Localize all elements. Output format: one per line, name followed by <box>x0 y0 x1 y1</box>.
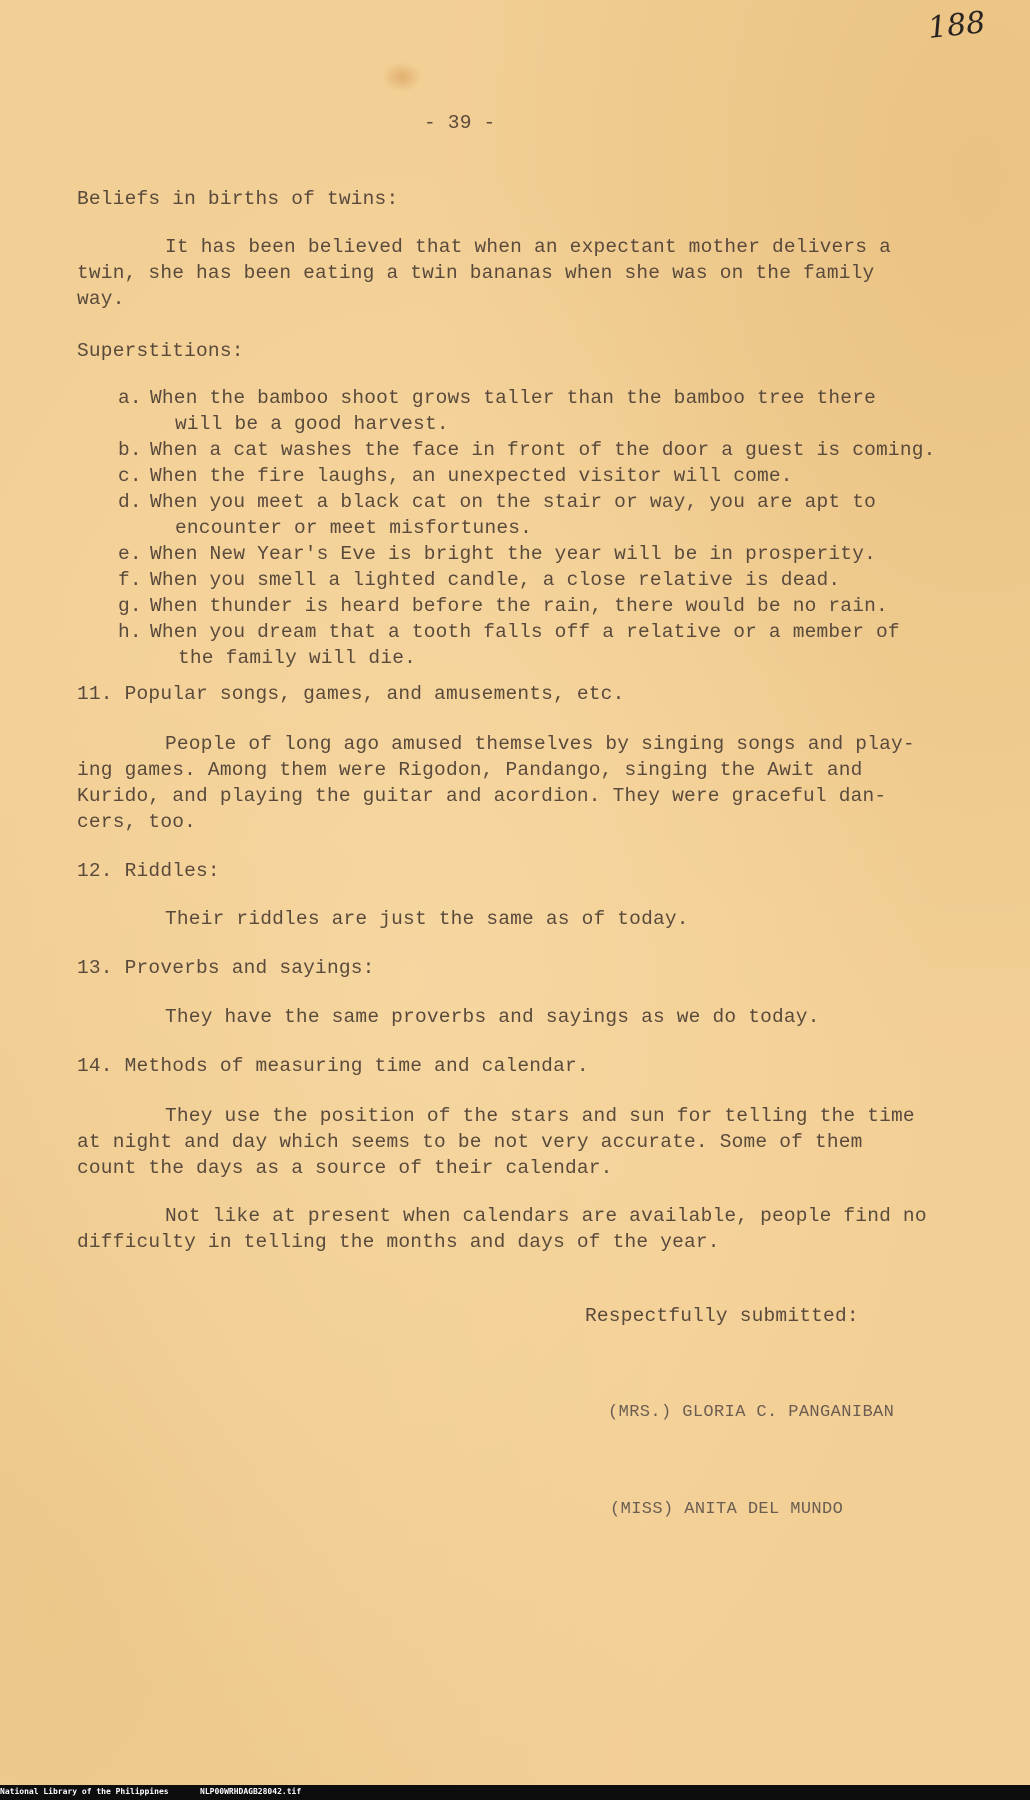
paragraph-line: count the days as a source of their calendar. <box>77 1157 613 1179</box>
paragraph-line: They use the position of the stars and sun for telling the time <box>165 1105 915 1127</box>
twins-line: way. <box>77 288 125 310</box>
section-12-heading: 12. Riddles: <box>77 860 220 882</box>
list-item: When you dream that a tooth falls off a relative or a member of <box>150 621 900 643</box>
list-marker: h. <box>118 621 142 643</box>
paragraph-line: Kurido, and playing the guitar and acordion. They were graceful dan- <box>77 785 887 807</box>
folio-number: 188 <box>926 5 987 46</box>
paragraph-line: They have the same proverbs and sayings as we do today. <box>165 1006 820 1028</box>
list-marker: c. <box>118 465 142 487</box>
list-item: When the bamboo shoot grows taller than the bamboo tree there <box>150 387 877 409</box>
list-item: When the fire laughs, an unexpected visitor will come. <box>150 465 793 487</box>
list-marker: a. <box>118 387 142 409</box>
list-item: When you meet a black cat on the stair or way, you are apt to <box>150 491 877 513</box>
list-item: the family will die. <box>178 647 417 669</box>
paragraph-line: cers, too. <box>77 811 197 833</box>
list-marker: e. <box>118 543 142 565</box>
paragraph-line: ing games. Among them were Rigodon, Pandango, singing the Awit and <box>77 759 863 781</box>
paragraph-line: at night and day which seems to be not very accurate. Some of them <box>77 1131 863 1153</box>
list-marker: b. <box>118 439 142 461</box>
signatory-name: (MISS) ANITA DEL MUNDO <box>610 1500 844 1519</box>
section-14-heading: 14. Methods of measuring time and calendar. <box>77 1055 589 1077</box>
paper-stain <box>382 62 422 92</box>
list-marker: f. <box>118 569 142 591</box>
list-item: When thunder is heard before the rain, there would be no rain. <box>150 595 888 617</box>
twins-heading: Beliefs in births of twins: <box>77 188 399 210</box>
twins-line: twin, she has been eating a twin bananas when she was on the family <box>77 262 875 284</box>
paragraph-line: difficulty in telling the months and days of the year. <box>77 1231 720 1253</box>
paragraph-line: Not like at present when calendars are available, people find no <box>165 1205 927 1227</box>
list-item: will be a good harvest. <box>175 413 449 435</box>
superstitions-heading: Superstitions: <box>77 340 244 362</box>
list-item: When you smell a lighted candle, a close relative is dead. <box>150 569 841 591</box>
list-marker: g. <box>118 595 142 617</box>
list-marker: d. <box>118 491 142 513</box>
list-item: When New Year's Eve is bright the year will be in prosperity. <box>150 543 877 565</box>
paragraph-line: Their riddles are just the same as of today. <box>165 908 689 930</box>
signatory-name: (MRS.) GLORIA C. PANGANIBAN <box>608 1403 895 1422</box>
paragraph-line: People of long ago amused themselves by singing songs and play- <box>165 733 915 755</box>
footer-file-id: NLP00WRHDAGB28042.tif <box>200 1787 302 1796</box>
closing-salutation: Respectfully submitted: <box>585 1305 859 1327</box>
list-item: When a cat washes the face in front of the door a guest is coming. <box>150 439 936 461</box>
section-13-heading: 13. Proverbs and sayings: <box>77 957 375 979</box>
list-item: encounter or meet misfortunes. <box>175 517 533 539</box>
section-11-heading: 11. Popular songs, games, and amusements, etc. <box>77 683 625 705</box>
twins-line: It has been believed that when an expectant mother delivers a <box>165 236 892 258</box>
footer-library-label: National Library of the Philippines <box>0 1787 169 1796</box>
page-number: - 39 - <box>424 112 496 134</box>
